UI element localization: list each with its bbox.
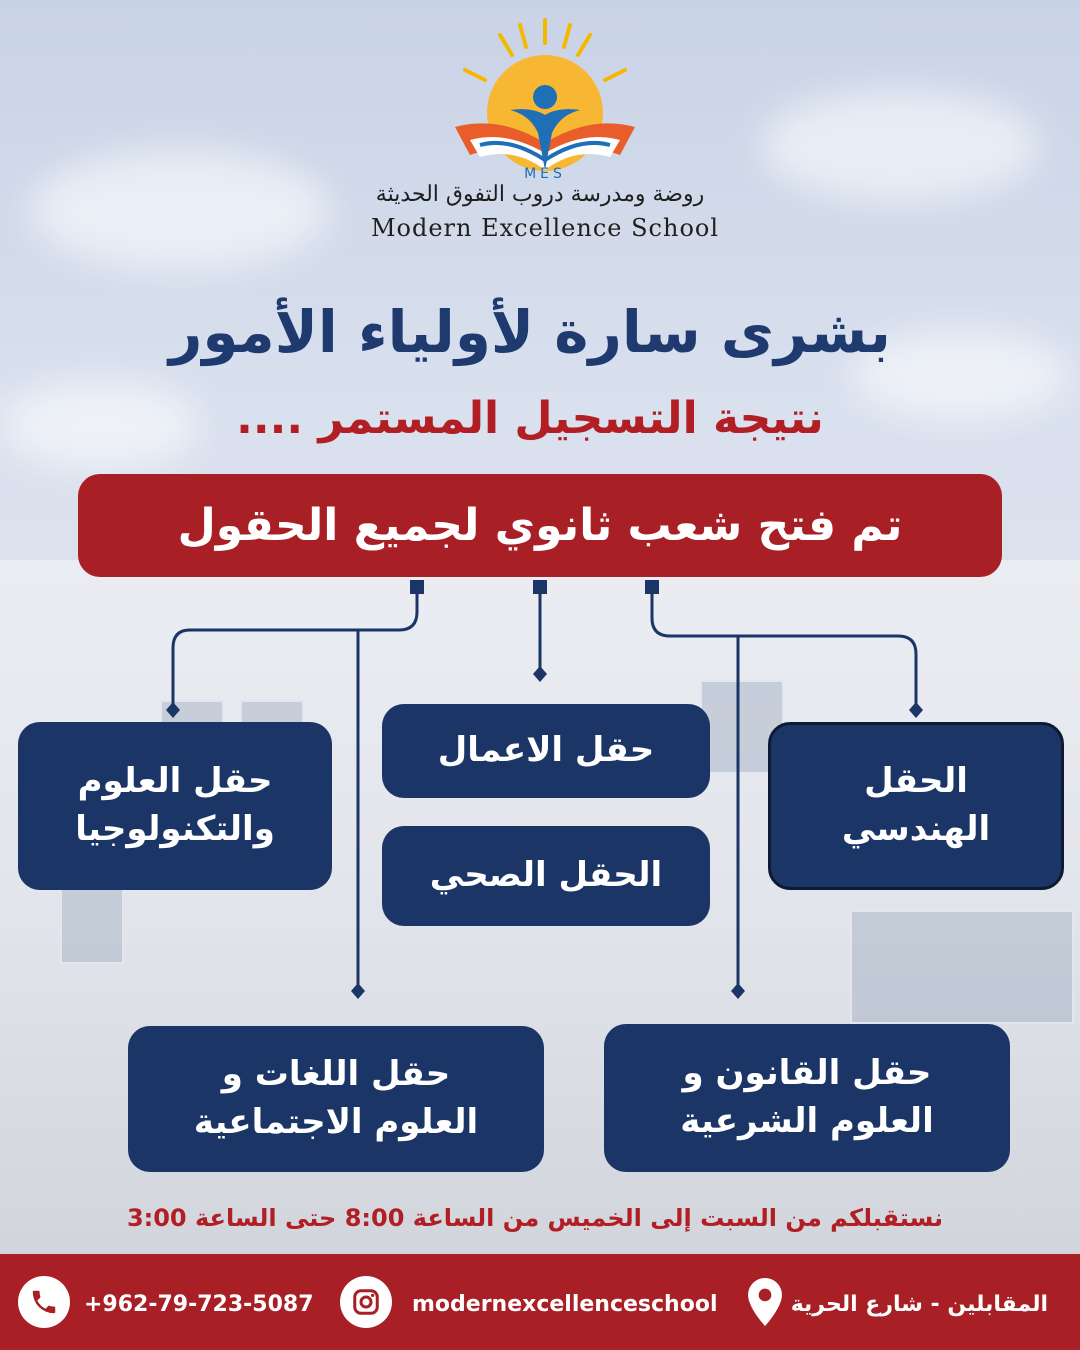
cloud-decoration xyxy=(760,90,1040,200)
field-label: حقل اللغات و xyxy=(221,1054,451,1095)
instagram-icon xyxy=(340,1276,392,1328)
field-label: حقل العلوم xyxy=(77,761,273,802)
phone-number[interactable]: +962-79-723-5087 xyxy=(84,1292,314,1317)
headline: بشرى سارة لأولياء الأمور xyxy=(169,298,891,366)
field-box-law xyxy=(604,1024,1010,1172)
field-box-business xyxy=(382,704,710,798)
field-label: حقل الاعمال xyxy=(437,730,655,771)
phone-icon xyxy=(18,1276,70,1328)
field-label: الهندسي xyxy=(841,809,991,849)
location-pin-icon xyxy=(748,1278,782,1326)
field-label: والتكنولوجيا xyxy=(75,809,275,849)
subheadline: نتيجة التسجيل المستمر .... xyxy=(236,393,824,444)
logo-text: MES xyxy=(524,166,566,182)
field-box-languages xyxy=(128,1026,544,1172)
location-address: المقابلين - شارع الحرية xyxy=(790,1292,1048,1317)
field-box-tech xyxy=(18,722,332,890)
field-label: الحقل xyxy=(864,761,968,802)
footer-bar xyxy=(0,1254,1080,1350)
cloud-decoration xyxy=(30,150,330,270)
field-label: العلوم الاجتماعية xyxy=(193,1102,479,1142)
opening-hours: نستقبلكم من السبت إلى الخميس من الساعة 8:00 حتى الساعة 3:00 xyxy=(126,1204,944,1232)
field-box-health xyxy=(382,826,710,926)
field-box-engineering xyxy=(768,722,1064,890)
school-name-arabic: روضة ومدرسة دروب التفوق الحديثة xyxy=(375,182,705,207)
field-label: العلوم الشرعية xyxy=(680,1101,934,1141)
school-name-english: Modern Excellence School xyxy=(370,214,720,242)
field-label: الحقل الصحي xyxy=(429,855,663,896)
instagram-handle[interactable]: modernexcellenceschool xyxy=(412,1292,718,1317)
field-label: حقل القانون و xyxy=(682,1053,932,1094)
sections-opened-banner: تم فتح شعب ثانوي لجميع الحقول xyxy=(78,474,1002,577)
school-logo xyxy=(450,15,640,195)
